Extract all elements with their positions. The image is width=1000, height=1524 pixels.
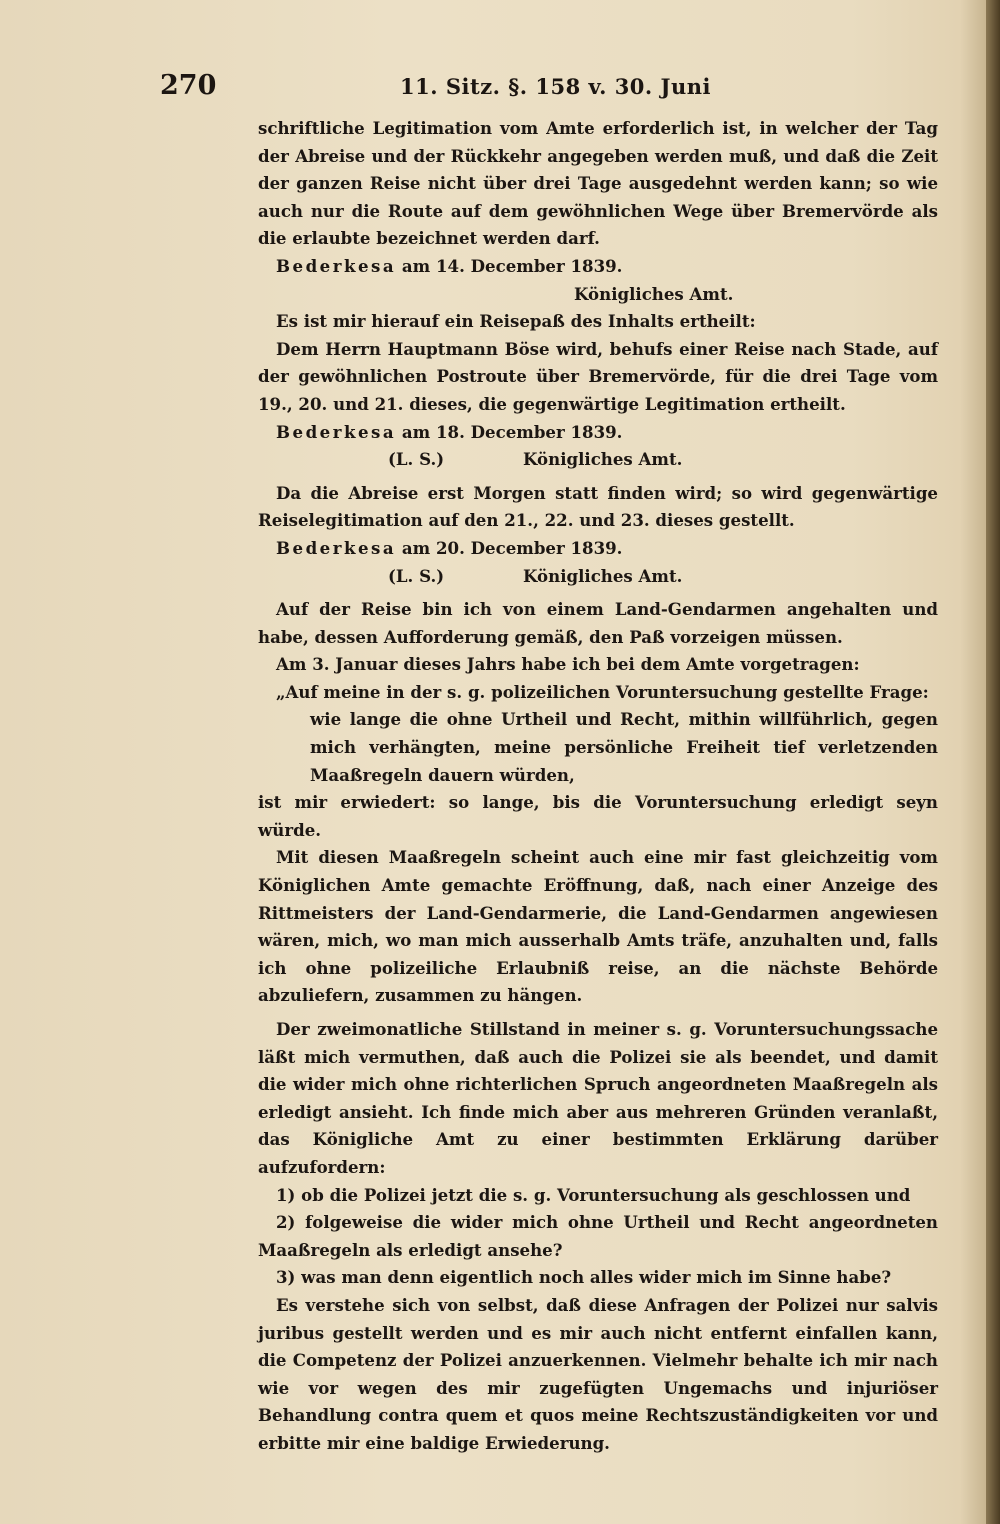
body-text [258,115,938,1458]
paragraph: Es verstehe sich von selbst, daß diese Anfragen der Polizei nur salvis juribus gestellt werden und es mir auch nicht entfernt einfallen kann, die Competenz der Polizei anzuerkennen. Vielmehr behalte ich mir nach wie vor wegen des mir zugefügten Ungemachs und injuriöser Behandlung contra quem et quos meine Rechtszuständigkeiten vor und erbitte mir eine baldige Erwiederung. [258,1294,938,1453]
running-title: 11. Sitz. §. 158 v. 30. Juni [400,74,711,99]
place-name: Bederkesa [276,537,397,558]
seal-mark: (L. S.) [388,449,445,470]
paragraph: ist mir erwiedert: so lange, bis die Voruntersuchung erledigt seyn würde. [258,792,938,840]
paragraph: Auf der Reise bin ich von einem Land-Gendarmen angehalten und habe, dessen Aufforderung gemäß, den Paß vorzeigen müssen. [258,599,938,647]
seal-signature-line [258,446,938,474]
paragraph: Da die Abreise erst Morgen statt finden wird; so wird gegenwärtige Reiselegitimation auf den 21., 22. und 23. dieses gestellt. [258,482,938,531]
paragraph: Der zweimonatliche Stillstand in meiner s. g. Voruntersuchungssache läßt mich vermuthen, daß auch die Polizei sie als beendet, und damit die wider mich ohne richterlichen Spruch angeordneten Maaßregeln als erledigt ansieht. Ich finde mich aber aus mehreren Gründen veranlaßt, das Königliche Amt zu einer bestimmten Erklärung darüber aufzufordern: [258,1019,938,1177]
list-item: 3) was man denn eigentlich noch alles wider mich im Sinne habe? [276,1267,892,1288]
place-date-line [258,253,938,281]
place-date-line [258,535,938,563]
date-text: am 20. December 1839. [396,537,623,558]
place-name: Bederkesa [276,255,397,276]
quoted-question: wie lange die ohne Urtheil und Recht, mithin willführlich, gegen mich verhängten, meine persönliche Freiheit tief verletzenden Maaßregeln dauern würden, [310,709,938,785]
page-number: 270 [160,70,217,101]
quoted-paragraph: „Auf meine in der s. g. polizeilichen Voruntersuchung gestellte Frage: [276,681,929,702]
list-item: 2) folgeweise die wider mich ohne Urtheil und Recht angeordneten Maaßregeln als erledigt ansehe? [258,1212,938,1260]
paragraph: Dem Herrn Hauptmann Böse wird, behufs einer Reise nach Stade, auf der gewöhnlichen Postroute über Bremervörde, für die drei Tage vom 19., 20. und 21. dieses, die gegenwärtige Legitimation ertheilt. [258,338,938,414]
book-spine-edge [986,0,1000,1524]
seal-mark: (L. S.) [388,565,445,586]
seal-signature-line [258,563,938,591]
page-header [0,70,1000,106]
signature: Königliches Amt. [574,283,734,304]
signature: Königliches Amt. [523,449,683,470]
date-text: am 14. December 1839. [396,255,623,276]
paragraph: schriftliche Legitimation vom Amte erforderlich ist, in welcher der Tag der Abreise und der Rückkehr angegeben werden muß, und daß die Zeit der ganzen Reise nicht über drei Tage ausgedehnt werden kann; so wie auch nur die Route auf dem gewöhnlichen Wege über Bremervörde als die erlaubte bezeichnet werden darf. [258,118,938,249]
place-date-line [258,419,938,447]
signature: Königliches Amt. [523,565,683,586]
list-item: 1) ob die Polizei jetzt die s. g. Voruntersuchung als geschlossen und [276,1184,911,1205]
paragraph: Am 3. Januar dieses Jahrs habe ich bei dem Amte vorgetragen: [276,654,860,675]
paragraph: Mit diesen Maaßregeln scheint auch eine mir fast gleichzeitig vom Königlichen Amte gemachte Eröffnung, daß, nach einer Anzeige des Rittmeisters der Land-Gendarmerie, die Land-Gendarmen angewiesen wären, mich, wo man mich ausserhalb Amts träfe, anzuhalten und, falls ich ohne polizeiliche Erlaubniß reise, an die nächste Behörde abzuliefern, zusammen zu hängen. [258,847,938,1006]
date-text: am 18. December 1839. [396,421,623,442]
paragraph: Es ist mir hierauf ein Reisepaß des Inhalts ertheilt: [276,311,756,332]
place-name: Bederkesa [276,421,397,442]
